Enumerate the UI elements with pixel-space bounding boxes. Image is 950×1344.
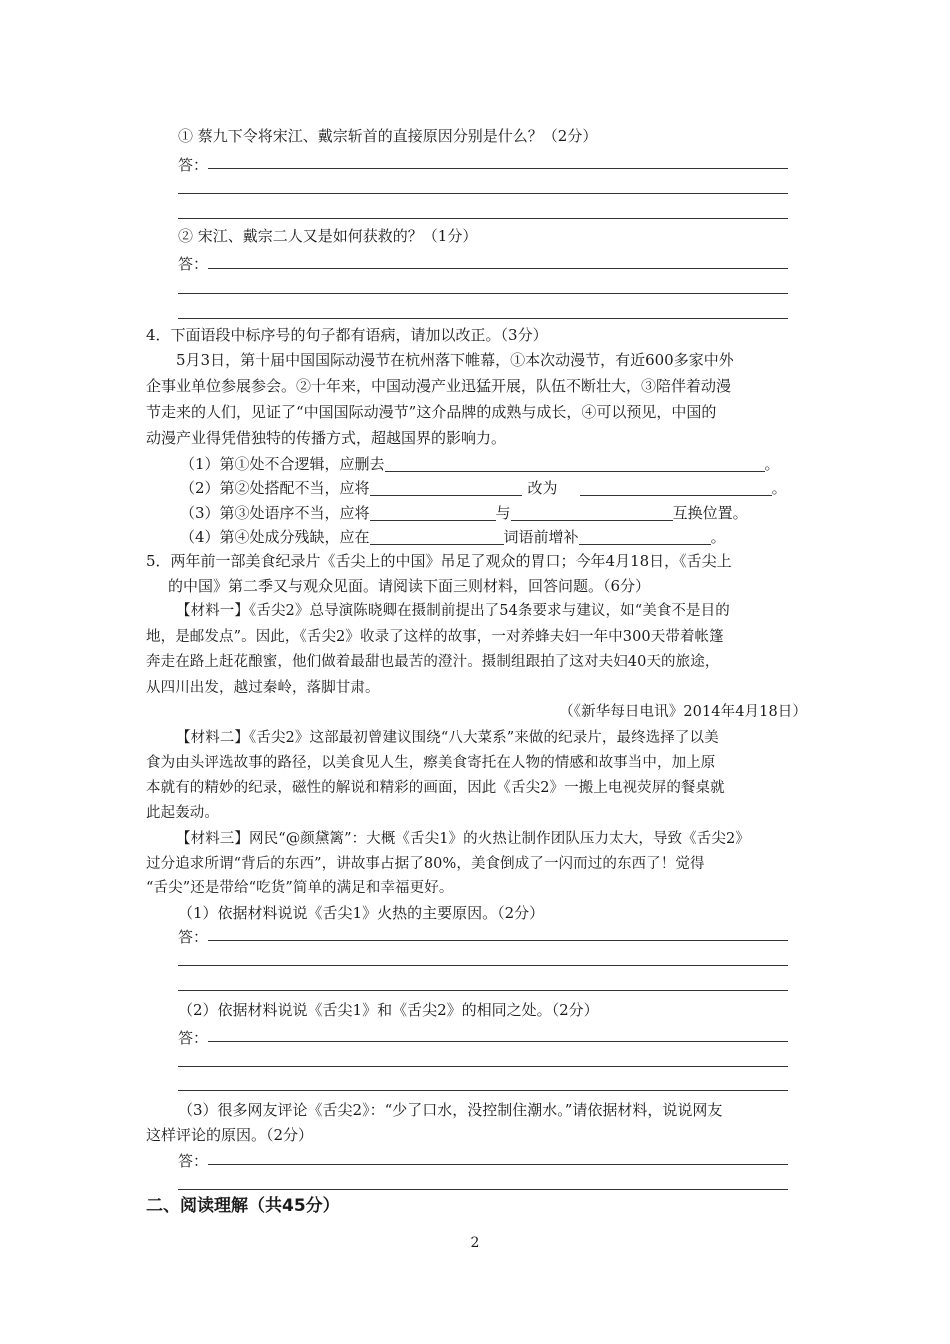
- q4-para-line: 5月3日，第十届中国国际动漫节在杭州落下帷幕，①本次动漫节，有近600多家中外: [176, 351, 734, 369]
- answer-line: [178, 1090, 788, 1091]
- answer-line: [208, 940, 788, 941]
- q3-sub1-question: ① 蔡九下令将宋江、戴宗斩首的直接原因分别是什么？（2分）: [178, 127, 598, 145]
- material-2-line: 本就有的精妙的纪录，磁性的解说和精彩的画面，因此《舌尖2》一搬上电视荧屏的餐桌就: [146, 780, 725, 796]
- answer-line: [178, 1066, 788, 1067]
- q3-sub2-answer-label: 答：: [178, 255, 209, 273]
- q4-fill-3-text: （3）第③处语序不当，应将: [180, 504, 370, 522]
- material-1-line: 【材料一】《舌尖2》总导演陈晓卿在摄制前提出了54条要求与建议，如“美食不是目的: [176, 603, 730, 619]
- q5-sub3-question: （3）很多网友评论《舌尖2》：“少了口水，没控制住潮水。”请依据材料，说说网友: [178, 1101, 723, 1119]
- blank-field[interactable]: [579, 528, 711, 545]
- q4-fill-3: [180, 503, 748, 523]
- blank-field[interactable]: [370, 504, 496, 521]
- q4-fill-4-text: （4）第④处成分残缺，应在: [180, 528, 370, 546]
- material-2-line: 此起轰动。: [146, 805, 219, 821]
- q5-title-cont: 的中国》第二季又与观众见面。请阅读下面三则材料，回答问题。（6分）: [168, 577, 651, 595]
- material-3-line: “舌尖”还是带给“吃货”简单的满足和幸福更好。: [146, 880, 454, 896]
- q5-sub3-question-cont: 这样评论的原因。（2分）: [146, 1126, 314, 1144]
- q4-fill-3-mid: 与: [495, 504, 511, 522]
- q5-title: 5．两年前一部美食纪录片《舌尖上的中国》吊足了观众的胃口；今年4月18日，《舌尖上: [146, 552, 732, 570]
- q4-para-line: 动漫产业得凭借独特的传播方式，超越国界的影响力。: [146, 429, 507, 447]
- blank-field[interactable]: [385, 455, 765, 472]
- material-1-line: 地，是邮发点”。因此，《舌尖2》收录了这样的故事，一对养蜂夫妇一年中300天带着帐篷: [146, 629, 724, 645]
- answer-line: [208, 1041, 788, 1042]
- q4-para-line: 节走来的人们，见证了“中国国际动漫节”这介品牌的成熟与成长，④可以预见，中国的: [146, 403, 717, 421]
- q4-fill-4: [180, 527, 726, 547]
- q5-sub1-answer-label: 答：: [178, 928, 209, 946]
- material-1-line: 从四川出发，越过秦岭，落脚甘肃。: [146, 680, 380, 696]
- material-3-line: 过分追求所谓“背后的东西”，讲故事占据了80%，美食倒成了一闪而过的东西了！觉得: [146, 856, 705, 872]
- blank-field[interactable]: [580, 479, 772, 496]
- q4-para-line: 企事业单位参展参会。②十年来，中国动漫产业迅猛开展，队伍不断壮大，③陪伴着动漫: [146, 377, 732, 395]
- punct: 。: [771, 479, 787, 497]
- q3-sub2-question: ② 宋江、戴宗二人又是如何获救的？（1分）: [178, 227, 478, 245]
- answer-line: [208, 268, 788, 269]
- section-2-heading: 二、阅读理解（共45分）: [146, 1196, 340, 1216]
- q4-fill-1: [180, 454, 780, 474]
- answer-line: [178, 990, 788, 991]
- material-3-line: 【材料三】网民“@颜黛篱”：大概《舌尖1》的火热让制作团队压力太大，导致《舌尖2》: [176, 831, 750, 847]
- answer-line: [178, 293, 788, 294]
- q4-fill-3-end: 互换位置。: [672, 504, 748, 522]
- answer-line: [208, 1164, 788, 1165]
- q3-sub1-answer-label: 答：: [178, 156, 209, 174]
- q5-sub2-question: （2）依据材料说说《舌尖1》和《舌尖2》的相同之处。（2分）: [178, 1001, 599, 1019]
- answer-line: [178, 965, 788, 966]
- material-2-line: 【材料二】《舌尖2》这部最初曾建议围绕“八大菜系”来做的纪录片，最终选择了以美: [176, 730, 719, 746]
- answer-line: [178, 1189, 788, 1190]
- q5-sub1-question: （1）依据材料说说《舌尖1》火热的主要原因。（2分）: [178, 904, 545, 922]
- q4-title: 4．下面语段中标序号的句子都有语病，请加以改正。（3分）: [146, 326, 548, 344]
- q4-fill-4-mid: 词语前增补: [503, 528, 579, 546]
- q5-sub2-answer-label: 答：: [178, 1029, 209, 1047]
- answer-line: [178, 193, 788, 194]
- material-1-source: （《新华每日电讯》2014年4月18日）: [559, 704, 807, 720]
- q4-fill-2-mid: 改为: [527, 479, 558, 497]
- material-2-line: 食为由头评选故事的路径，以美食见人生，瘵美食寄托在人物的情感和故事当中，加上原: [146, 755, 716, 771]
- punct: 。: [710, 528, 726, 546]
- blank-field[interactable]: [511, 504, 673, 521]
- answer-line: [178, 318, 788, 319]
- answer-line: [178, 218, 788, 219]
- q4-fill-1-text: （1）第①处不合逻辑，应删去: [180, 455, 385, 473]
- q4-fill-2-text: （2）第②处搭配不当，应将: [180, 479, 370, 497]
- punct: 。: [764, 455, 780, 473]
- answer-line: [208, 168, 788, 169]
- material-1-line: 奔走在路上赶花酿蜜，他们做着最甜也最苦的澄汁。摄制组跟拍了这对夫妇40天的旅途，: [146, 654, 720, 670]
- q4-fill-2: [180, 478, 787, 498]
- blank-field[interactable]: [370, 479, 522, 496]
- page-number: 2: [470, 1235, 480, 1251]
- q5-sub3-answer-label: 答：: [178, 1152, 209, 1170]
- blank-field[interactable]: [370, 528, 504, 545]
